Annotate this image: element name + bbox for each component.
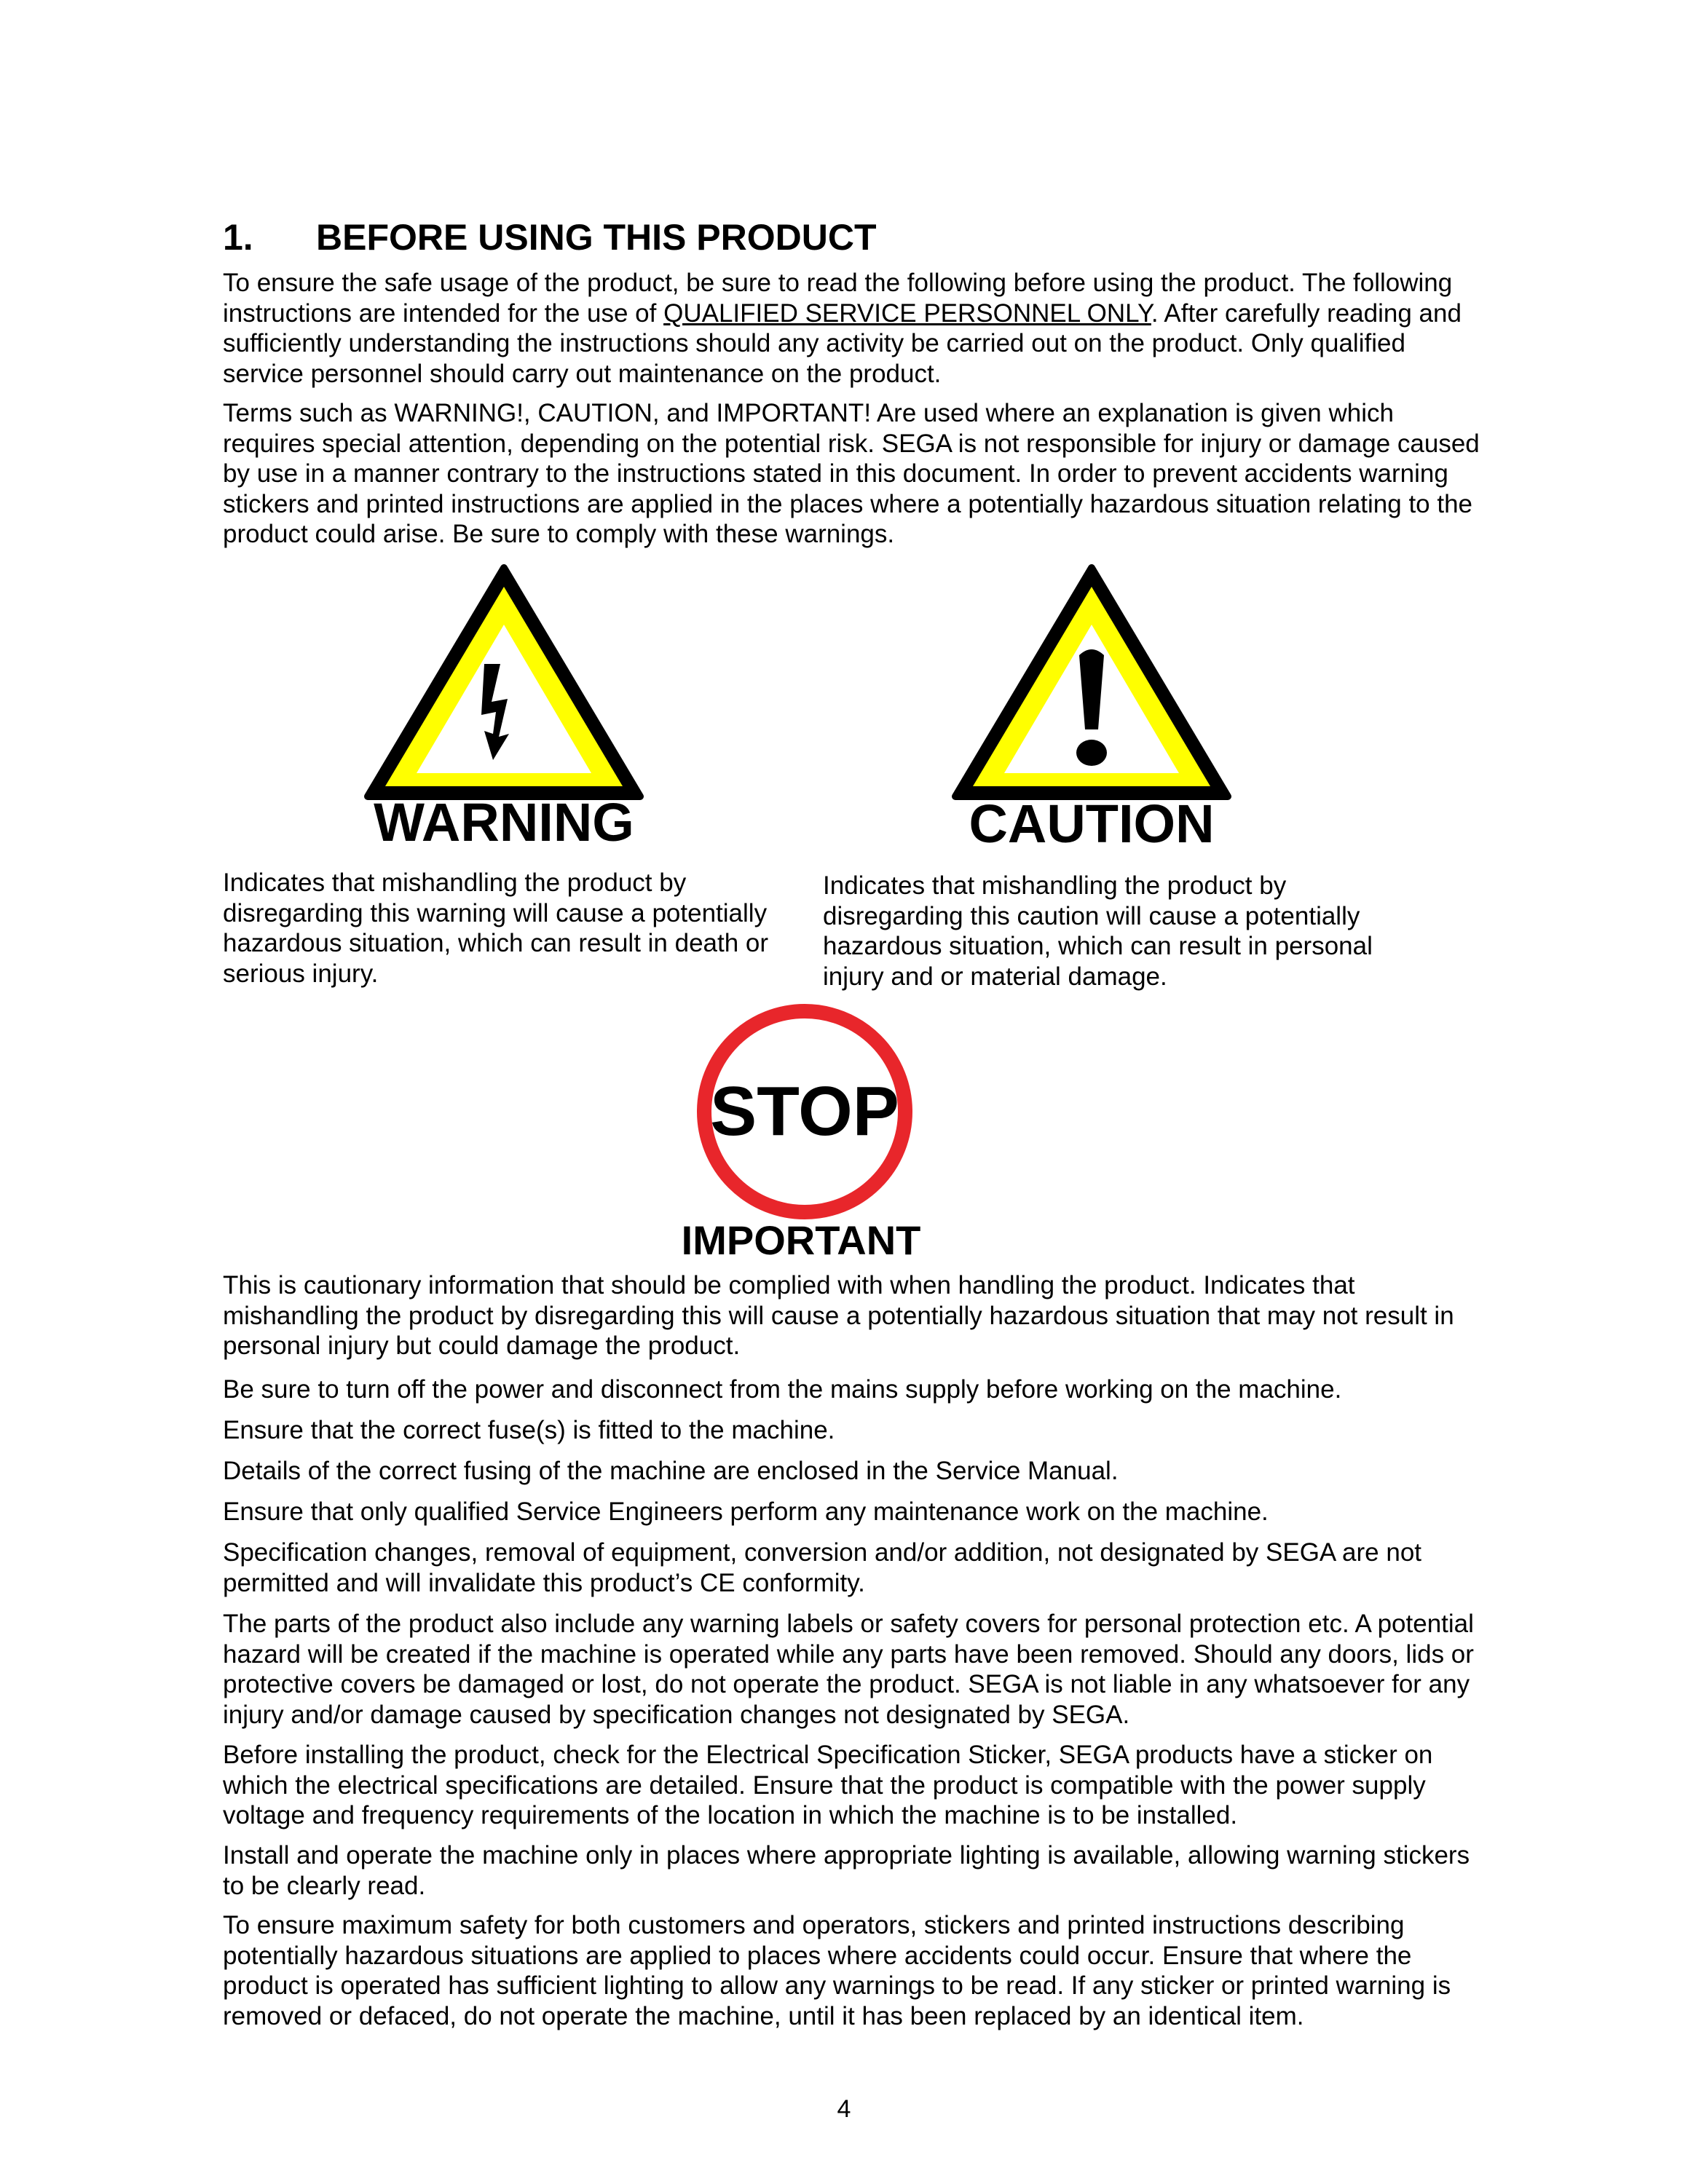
section-number: 1. <box>223 217 253 258</box>
electric-hazard-triangle-icon <box>362 562 646 802</box>
intro-text-end: . After carefully reading and sufficiently understanding the instructions should any activity be carried out on the product. Only qualified service personnel should carry out maintenance on the product. <box>223 298 1462 388</box>
caution-label: CAUTION <box>969 794 1215 854</box>
instruction-paragraph: To ensure maximum safety for both customers and operators, stickers and printed instructions describing potentially hazardous situations are applied to places where accidents could occur. Ensure that where the product is operated has sufficient lighting to allow any warnings to be read. If any sticker or printed warning is removed or defaced, do not operate the machine, until it has been replaced by an identical item. <box>223 1911 1451 2030</box>
instruction-paragraph: Install and operate the machine only in places where appropriate lighting is available, allowing warning stickers to be clearly read. <box>223 1841 1470 1900</box>
section-heading <box>223 215 876 259</box>
stop-sign-text: STOP <box>710 1072 899 1150</box>
intro-text-start: To ensure the safe usage of the product, be sure to read the following before using the product. The following instructions are intended for the use of <box>223 269 1453 328</box>
stop-sign-icon <box>692 999 918 1224</box>
page-number: 4 <box>837 2095 851 2123</box>
caution-description: Indicates that mishandling the product by disregarding this caution will cause a potentially hazardous situation, which can result in personal injury and or material damage. <box>823 871 1373 991</box>
instruction-paragraph: The parts of the product also include any warning labels or safety covers for personal protection etc. A potential hazard will be created if the machine is operated while any parts have been removed. Should any doors, lids or protective covers be damaged or lost, do not operate the product. SEGA is not liable in any whatsoever for any injury and/or damage caused by specification changes not designated by SEGA. <box>223 1610 1474 1729</box>
important-label: IMPORTANT <box>681 1217 921 1263</box>
instruction-paragraph: Be sure to turn off the power and disconnect from the mains supply before working on the machine. <box>223 1375 1342 1404</box>
instruction-paragraph: Ensure that the correct fuse(s) is fitted to the machine. <box>223 1416 835 1444</box>
instruction-paragraph: Specification changes, removal of equipment, conversion and/or addition, not designated by SEGA are not permitted and will invalidate this product’s CE conformity. <box>223 1538 1422 1597</box>
warning-description: Indicates that mishandling the product by disregarding this warning will cause a potentially hazardous situation, which can result in death or serious injury. <box>223 869 769 988</box>
warning-label: WARNING <box>374 792 634 852</box>
instruction-paragraph: Details of the correct fusing of the machine are enclosed in the Service Manual. <box>223 1457 1119 1485</box>
section-title: BEFORE USING THIS PRODUCT <box>316 217 877 258</box>
intro-paragraph <box>223 268 1490 389</box>
instruction-paragraph: Ensure that only qualified Service Engineers perform any maintenance work on the machine. <box>223 1497 1269 1526</box>
important-description: This is cautionary information that should be complied with when handling the product. Indicates that mishandling the product by disregarding this will cause a potentially hazardous situation that may not result in personal injury but could damage the product. <box>223 1271 1454 1360</box>
exclamation-triangle-icon <box>950 562 1234 802</box>
terms-paragraph: Terms such as WARNING!, CAUTION, and IMPORTANT! Are used where an explanation is given which requires special attention, depending on the potential risk. SEGA is not responsible for injury or damage caused by use in a manner contrary to the instructions stated in this document. In order to prevent accidents warning stickers and printed instructions are applied in the places where a potentially hazardous situation relating to the product could arise. Be sure to comply with these warnings. <box>223 399 1480 548</box>
instruction-paragraph: Before installing the product, check for the Electrical Specification Sticker, SEGA products have a sticker on which the electrical specifications are detailed. Ensure that the product is compatible with the power supply voltage and frequency requirements of the location in which the machine is to be installed. <box>223 1741 1433 1829</box>
qualified-personnel-emphasis: QUALIFIED SERVICE PERSONNEL ONLY <box>663 298 1151 328</box>
